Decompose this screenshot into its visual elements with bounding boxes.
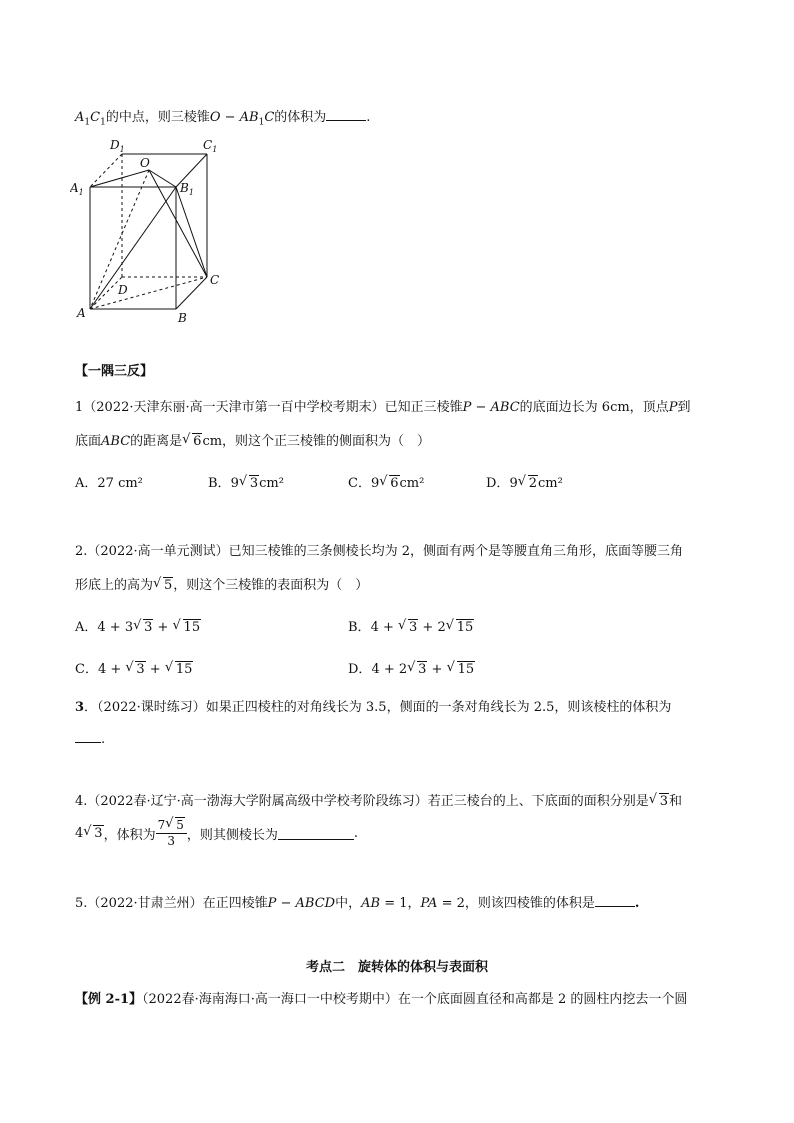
q2-option-d[interactable] [348, 658, 475, 677]
q1-text-2c: 的距离是 [130, 434, 183, 449]
q4-sqrt1: √ 3 [649, 794, 669, 809]
q5-pa: PA [420, 896, 438, 911]
q1-pyramid: P − ABC [462, 400, 520, 415]
q5-text-h: ，则该四棱锥的体积是 [464, 896, 595, 911]
q4-answer-blank[interactable] [278, 827, 354, 840]
q3-answer-blank[interactable] [75, 730, 101, 743]
label-a: A [77, 306, 86, 320]
label-d: D [118, 283, 128, 297]
option-label: D． [486, 476, 510, 491]
q4-text-a: 4.（2022春·辽宁·高一渤海大学附属高级中学校考阶段练习）若正三棱台的上、下底面的面积分别是 [75, 794, 649, 809]
option-mid: + [427, 662, 447, 677]
q1-sqrt: √ 6 [182, 434, 202, 449]
label-o: O [140, 156, 150, 170]
option-value: 9 [230, 476, 239, 491]
q5-text-e: = 1， [380, 896, 421, 911]
option-value: 9 [509, 476, 518, 491]
example-text: （2022春·海南海口·高一海口一中校考期中）在一个底面圆直径和高都是 2 的圆柱内挖去一个圆 [142, 992, 688, 1007]
intro-pyramid: O − AB [209, 110, 259, 125]
option-sqrt: √ 15 [447, 662, 476, 677]
q2-option-b[interactable] [348, 616, 474, 635]
option-sqrt: √ 3 [133, 620, 153, 635]
option-sqrt: √ 3 [407, 662, 427, 677]
q4-line2 [75, 818, 358, 849]
label-a1: $A_1$ [70, 181, 84, 197]
option-unit: cm² [399, 476, 425, 491]
q2-line2 [75, 574, 368, 593]
option-sqrt: √ 15 [173, 620, 202, 635]
q4-sqrt2: √ 3 [83, 826, 103, 841]
option-sqrt: √ 2 [518, 476, 538, 491]
q5-answer-blank[interactable] [595, 894, 635, 907]
option-sqrt: √ 6 [379, 476, 399, 491]
q5-text-c: 中， [335, 896, 362, 911]
option-pre: 4 + 3 [97, 620, 134, 635]
section-title: 【一隅三反】 [75, 364, 154, 379]
line-b1c [176, 187, 207, 277]
option-sqrt: √ 15 [446, 620, 475, 635]
line-ac [90, 277, 207, 309]
option-mid: + 2 [418, 620, 446, 635]
q1-line2 [75, 430, 430, 449]
option-mid: + [145, 662, 165, 677]
label-b1: $B_1$ [180, 181, 194, 197]
option-sqrt: √ 3 [398, 620, 418, 635]
intro-pyramid-end: C [264, 110, 275, 125]
q1-option-d[interactable] [486, 472, 563, 491]
intro-sub2: 1 [100, 117, 106, 128]
q2-sqrt: √ 5 [153, 578, 173, 593]
q4-end: . [353, 826, 359, 841]
option-label: D． [348, 662, 372, 677]
q1-text-2a: 底面 [75, 434, 102, 449]
option-value: 9 [370, 476, 380, 491]
q3-end: . [101, 732, 106, 747]
line-b1a [90, 187, 176, 309]
q2-option-c[interactable] [75, 658, 193, 677]
intro-sub3: 1 [258, 117, 265, 128]
q4-line1 [75, 790, 682, 809]
option-sqrt: √ 3 [125, 662, 145, 677]
option-value: 27 cm² [97, 476, 143, 491]
q4-text-c: 和 [669, 794, 683, 809]
example-tag: 【例 2-1】 [75, 992, 143, 1007]
option-mid: + [153, 620, 173, 635]
q5-text-a: 5.（2022·甘肃兰州）在正四棱锥 [75, 896, 268, 911]
q4-coef: 4 [75, 826, 84, 841]
q1-line1 [75, 396, 690, 415]
intro-line [75, 106, 370, 128]
intro-end: . [366, 110, 371, 125]
q5-pyramid: P − ABCD [267, 896, 336, 911]
intro-segment-a: A [75, 110, 85, 125]
q5-text-g: = 2 [437, 896, 465, 911]
option-unit: cm² [538, 476, 563, 491]
q1-point-p: P [668, 400, 678, 415]
q1-base: ABC [101, 434, 131, 449]
q2-line1: 2.（2022·高一单元测试）已知三棱锥的三条侧棱长均为 2，侧面有两个是等腰直角三角形，底面等腰三角 [75, 544, 684, 559]
q2-text-c: ，则这个三棱锥的表面积为（ ） [173, 578, 369, 593]
option-label: A． [75, 476, 98, 491]
q5-ab: AB [361, 896, 381, 911]
line-oc [149, 170, 207, 277]
option-label: C． [75, 662, 98, 677]
q5-line [75, 892, 639, 911]
intro-text1: 的中点，则三棱锥 [105, 110, 210, 125]
q1-text-2e: cm，则这个正三棱锥的侧面积为（ ） [202, 434, 431, 449]
q4-text-vol: ，体积为 [103, 828, 156, 843]
option-label: B． [348, 620, 371, 635]
label-b: B [178, 311, 187, 325]
intro-segment-c: C [90, 110, 101, 125]
q3-number: 3 [75, 700, 85, 715]
option-sqrt: √ 15 [165, 662, 194, 677]
q3-text: ．（2022·课时练习）如果正四棱柱的对角线长为 3.5，侧面的一条对角线长为 2.5，则该棱柱的体积为 [84, 700, 672, 715]
q1-text-c: 的底面边长为 6cm，顶点 [519, 400, 669, 415]
option-pre: 4 + [370, 620, 398, 635]
option-pre: 4 + 2 [371, 662, 408, 677]
intro-sub: 1 [84, 117, 91, 128]
q4-text-d: ，则其侧棱长为 [186, 828, 278, 843]
q2-option-a[interactable] [75, 616, 201, 635]
q1-option-b[interactable] [208, 472, 284, 491]
q3-line1 [75, 696, 671, 715]
label-c: C [210, 273, 220, 287]
q3-line2 [75, 730, 105, 747]
q4-fraction: $\frac{7√ 5}{3}$ [156, 818, 187, 849]
q1-option-c[interactable] [348, 472, 424, 491]
intro-text2: 的体积为 [274, 110, 327, 125]
option-label: C． [348, 476, 371, 491]
q5-end: . [634, 896, 640, 911]
option-label: A． [75, 620, 98, 635]
example-2-1 [75, 988, 687, 1007]
q1-option-a[interactable] [75, 472, 143, 491]
label-c1: $C_1$ [203, 138, 218, 154]
option-sqrt: √ 3 [239, 476, 259, 491]
option-pre: 4 + [97, 662, 126, 677]
answer-blank[interactable] [326, 108, 366, 121]
q2-text-a: 形底上的高为 [75, 578, 154, 593]
q1-text-a: 1（2022·天津东丽·高一天津市第一百中学校考期末）已知正三棱锥 [75, 400, 463, 415]
prism-figure [70, 132, 230, 327]
label-d1: $D_1$ [110, 138, 125, 154]
option-unit: cm² [259, 476, 284, 491]
line-oa1 [90, 170, 149, 187]
edge-bc [176, 277, 207, 309]
q1-text-e: 到 [677, 400, 691, 415]
section2-title: 考点二 旋转体的体积与表面积 [305, 960, 488, 975]
option-label: B． [208, 476, 231, 491]
